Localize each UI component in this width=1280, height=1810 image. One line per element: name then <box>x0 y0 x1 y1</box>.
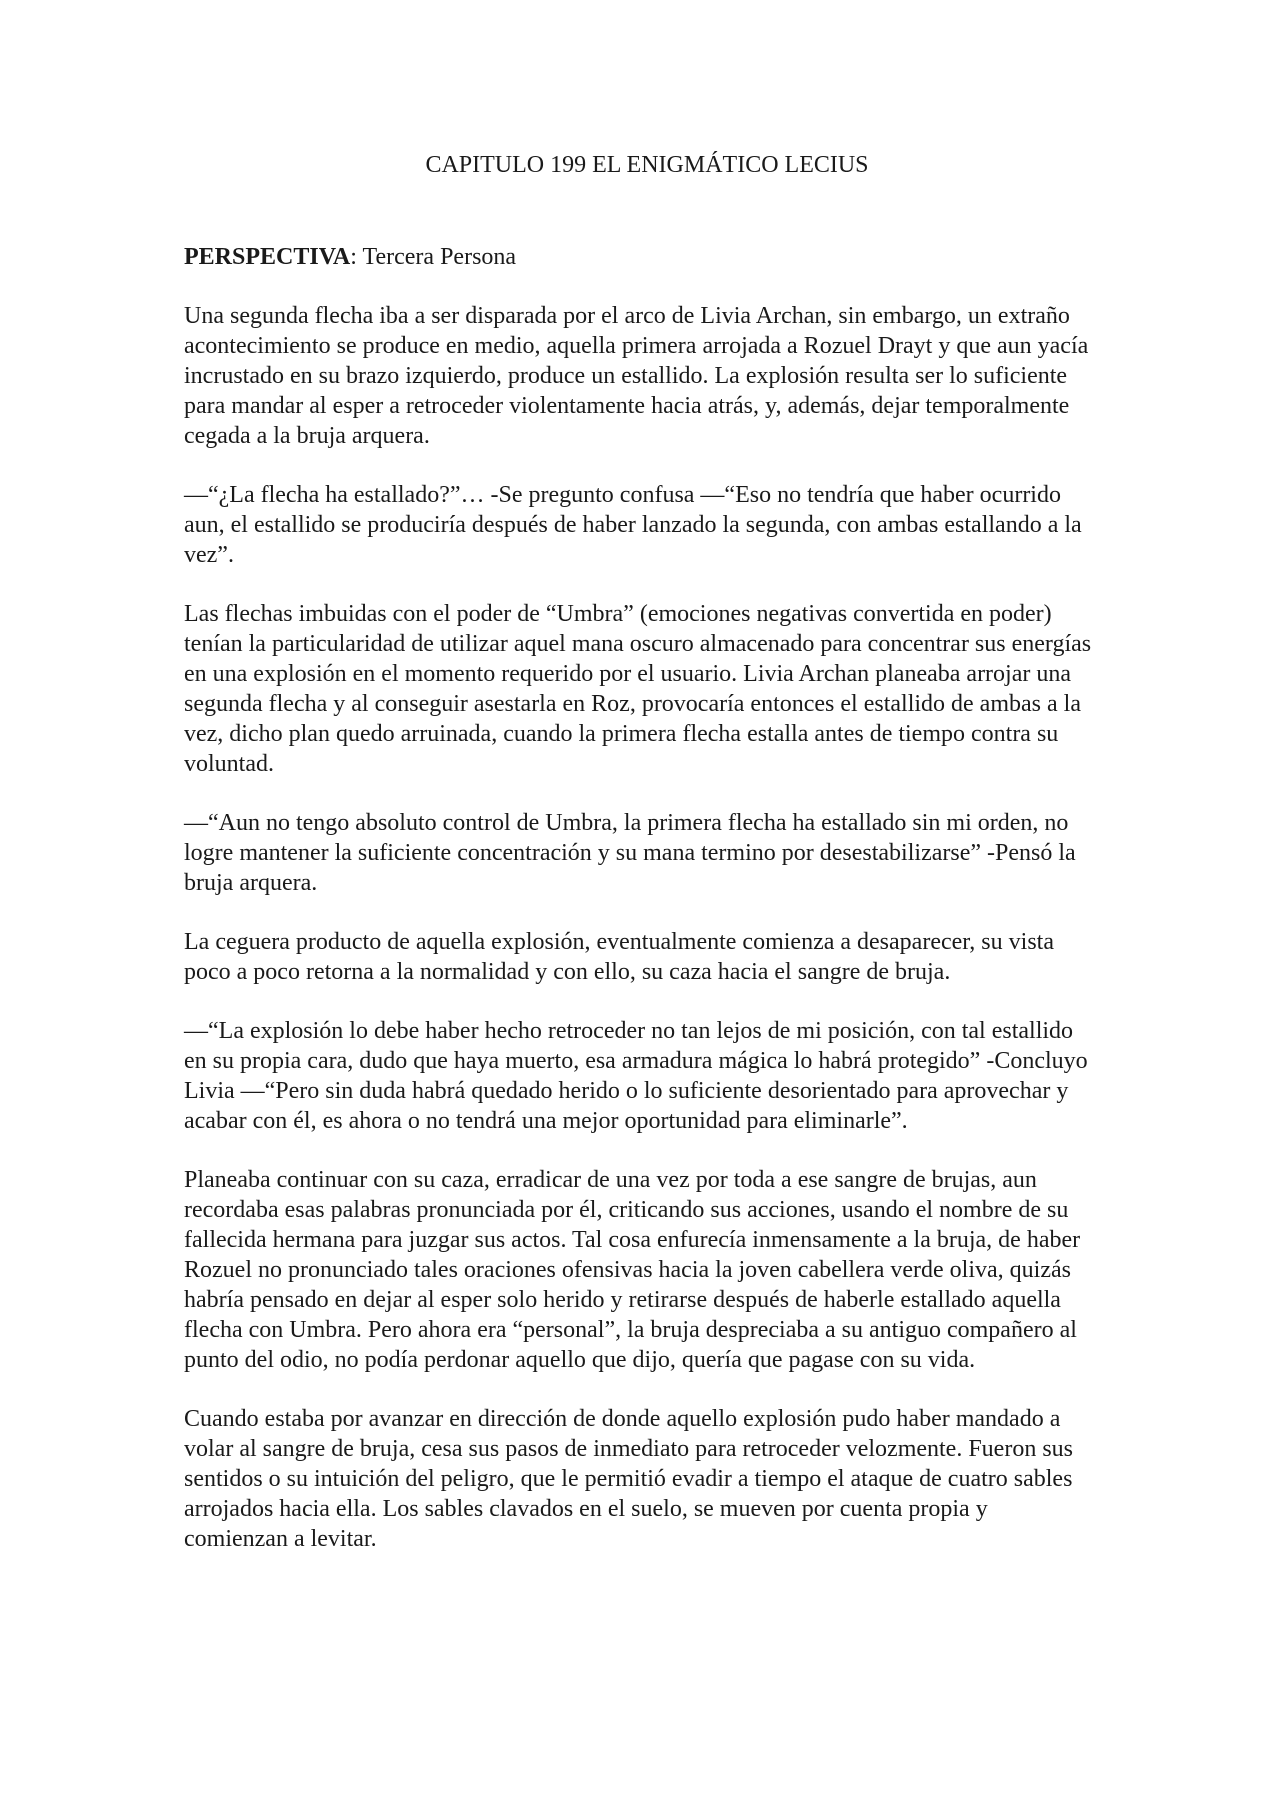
paragraph: —“La explosión lo debe haber hecho retroceder no tan lejos de mi posición, con tal estallido en su propia cara, dudo que haya muerto, esa armadura mágica lo habrá protegido” -Concluyo Livia —“Pero sin duda habrá quedado herido o lo suficiente desorientado para aprovechar y acabar con él, es ahora o no tendrá una mejor oportunidad para eliminarle”. <box>184 1018 1088 1134</box>
chapter-title: CAPITULO 199 EL ENIGMÁTICO LECIUS <box>425 152 869 178</box>
paragraph: Cuando estaba por avanzar en dirección de donde aquello explosión pudo haber mandado a volar al sangre de bruja, cesa sus pasos de inmediato para retroceder velozmente. Fueron sus sentidos o su intuición del peligro, que le permitió evadir a tiempo el ataque de cuatro sables arrojados hacia ella. Los sables clavados en el suelo, se mueven por cuenta propia y comienzan a levitar. <box>184 1406 1074 1552</box>
paragraph: —“Aun no tengo absoluto control de Umbra, la primera flecha ha estallado sin mi orden, no logre mantener la suficiente concentración y su mana termino por desestabilizarse” -Pensó la bruja arquera. <box>184 810 1076 896</box>
paragraph: Una segunda flecha iba a ser disparada por el arco de Livia Archan, sin embargo, un extraño acontecimiento se produce en medio, aquella primera arrojada a Rozuel Drayt y que aun yacía incrustado en su brazo izquierdo, produce un estallido. La explosión resulta ser lo suficiente para mandar al esper a retroceder violentamente hacia atrás, y, además, dejar temporalmente cegada a la bruja arquera. <box>184 303 1089 449</box>
paragraph: Las flechas imbuidas con el poder de “Umbra” (emociones negativas convertida en poder) tenían la particularidad de utilizar aquel mana oscuro almacenado para concentrar sus energías en una explosión en el momento requerido por el usuario. Livia Archan planeaba arrojar una segunda flecha y al conseguir asestarla en Roz, provocaría entonces el estallido de ambas a la vez, dicho plan quedo arruinada, cuando la primera flecha estalla antes de tiempo contra su voluntad. <box>184 601 1092 777</box>
perspective-line <box>184 242 1096 272</box>
perspective-value: : Tercera Persona <box>350 244 517 270</box>
document-page <box>184 150 1096 1583</box>
perspective-label: PERSPECTIVA <box>184 244 351 270</box>
paragraph: —“¿La flecha ha estallado?”… -Se pregunto confusa —“Eso no tendría que haber ocurrido aun, el estallido se produciría después de haber lanzado la segunda, con ambas estallando a la vez”. <box>184 482 1082 568</box>
paragraph: La ceguera producto de aquella explosión, eventualmente comienza a desaparecer, su vista poco a poco retorna a la normalidad y con ello, su caza hacia el sangre de bruja. <box>184 929 1054 985</box>
paragraph: Planeaba continuar con su caza, erradicar de una vez por toda a ese sangre de brujas, aun recordaba esas palabras pronunciada por él, criticando sus acciones, usando el nombre de su fallecida hermana para juzgar sus actos. Tal cosa enfurecía inmensamente a la bruja, de haber Rozuel no pronunciado tales oraciones ofensivas hacia la joven cabellera verde oliva, quizás habría pensado en dejar al esper solo herido y retirarse después de haberle estallado aquella flecha con Umbra. Pero ahora era “personal”, la bruja despreciaba a su antiguo compañero al punto del odio, no podía perdonar aquello que dijo, quería que pagase con su vida. <box>184 1167 1081 1373</box>
